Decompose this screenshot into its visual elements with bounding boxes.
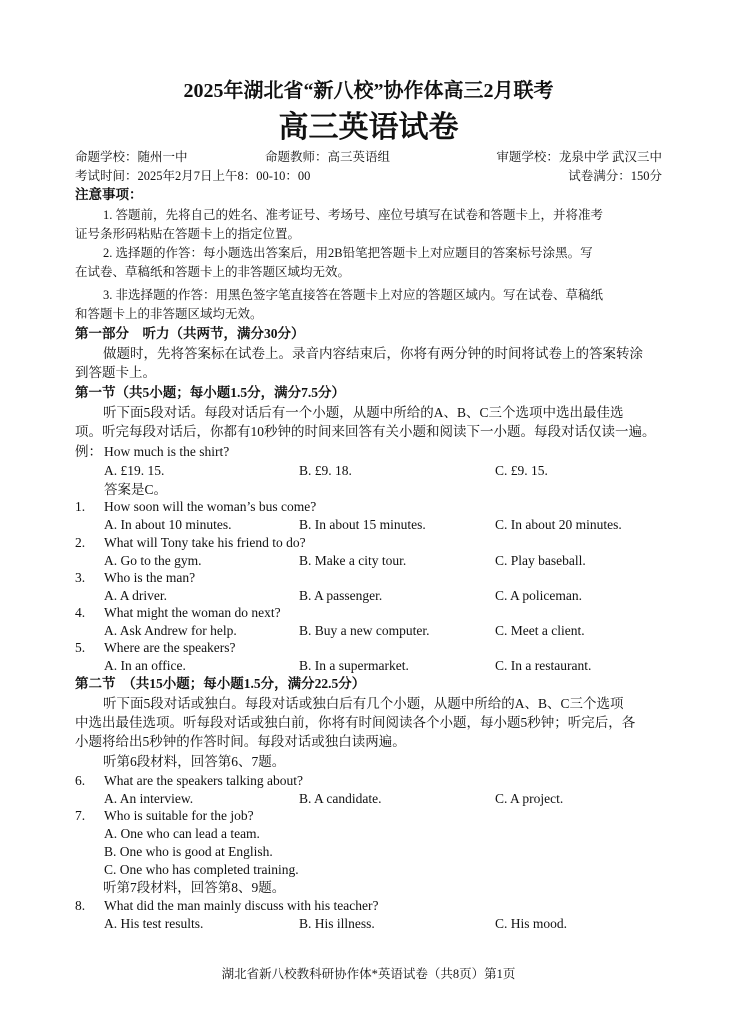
section2-intro-line3: 小题将给出5秒钟的作答时间。每段对话或独白读两遍。 <box>75 734 406 749</box>
note-3-line1: 3. 非选择题的作答：用黑色签字笔直接答在答题卡上对应的答题区域内。写在试卷、草稿纸 <box>103 288 604 302</box>
option-a: A. In about 10 minutes. <box>104 517 232 532</box>
option-a: A. A driver. <box>104 588 167 603</box>
option-c: C. A policeman. <box>495 588 582 603</box>
option-a: A. An interview. <box>104 791 194 806</box>
question-text: Who is the man? <box>104 570 196 585</box>
exam-title-line2: 高三英语试卷 <box>278 111 459 144</box>
option-b: B. A candidate. <box>299 791 382 806</box>
note-3-line2: 和答题卡上的非答题区域均无效。 <box>75 307 263 321</box>
note-2-line2: 在试卷、草稿纸和答题卡上的非答题区域均无效。 <box>75 265 351 279</box>
option-b: B. In about 15 minutes. <box>299 517 426 532</box>
question-number: 4. <box>75 605 86 620</box>
option-a: A. In an office. <box>104 658 186 673</box>
part1-heading: 第一部分 听力（共两节，满分30分） <box>75 326 305 341</box>
option-a: A. Ask Andrew for help. <box>104 623 237 638</box>
review-school: 审题学校：龙泉中学 武汉三中 <box>496 150 662 164</box>
section2-heading: 第二节 （共15小题；每小题1.5分，满分22.5分） <box>75 676 366 691</box>
option-b: B. Buy a new computer. <box>299 623 430 638</box>
material-7-label: 听第7段材料，回答第8、9题。 <box>103 880 286 895</box>
question-number: 3. <box>75 570 86 585</box>
option-a: A. Go to the gym. <box>104 553 202 568</box>
example-option-a: A. £19. 15. <box>104 463 165 478</box>
full-score: 试卷满分：150分 <box>568 169 662 183</box>
material-6-label: 听第6段材料，回答第6、7题。 <box>103 754 286 769</box>
option-c: C. In about 20 minutes. <box>495 517 622 532</box>
question-number: 1. <box>75 499 86 514</box>
section1-intro-line1: 听下面5段对话。每段对话后有一个小题，从题中所给的A、B、C三个选项中选出最佳选 <box>103 405 624 420</box>
setting-teacher: 命题教师：高三英语组 <box>265 150 391 164</box>
option-b: B. In a supermarket. <box>299 658 409 673</box>
option-a: A. One who can lead a team. <box>104 826 260 841</box>
question-number: 5. <box>75 640 86 655</box>
question-text: What might the woman do next? <box>104 605 281 620</box>
page-footer: 湖北省新八校教科研协作体*英语试卷（共8页）第1页 <box>221 967 516 981</box>
option-c: C. Play baseball. <box>495 553 586 568</box>
option-c: C. In a restaurant. <box>495 658 592 673</box>
notes-heading: 注意事项： <box>75 187 143 202</box>
note-2-line1: 2. 选择题的作答：每小题选出答案后，用2B铅笔把答题卡上对应题目的答案标号涂黑。写 <box>103 246 593 260</box>
option-c: C. His mood. <box>495 916 568 931</box>
option-b: B. His illness. <box>299 916 375 931</box>
exam-time: 考试时间：2025年2月7日上午8：00-10：00 <box>75 169 311 183</box>
example-option-b: B. £9. 18. <box>299 463 352 478</box>
note-1-line2: 证号条形码粘贴在答题卡上的指定位置。 <box>75 227 301 241</box>
question-number: 2. <box>75 535 86 550</box>
section2-intro-line1: 听下面5段对话或独白。每段对话或独白后有几个小题，从题中所给的A、B、C三个选项 <box>103 696 624 711</box>
section1-intro-line2: 项。听完每段对话后，你都有10秒钟的时间来回答有关小题和阅读下一小题。每段对话仅读一遍。 <box>75 424 656 439</box>
setting-school: 命题学校：随州一中 <box>75 150 188 164</box>
question-number: 7. <box>75 808 86 823</box>
exam-title-line1: 2025年湖北省“新八校”协作体高三2月联考 <box>183 80 554 102</box>
option-b: B. A passenger. <box>299 588 383 603</box>
example-option-c: C. £9. 15. <box>495 463 548 478</box>
question-text: What will Tony take his friend to do? <box>104 535 306 550</box>
part1-intro-line1: 做题时，先将答案标在试卷上。录音内容结束后，你将有两分钟的时间将试卷上的答案转涂 <box>103 346 643 361</box>
note-1-line1: 1. 答题前，先将自己的姓名、准考证号、考场号、座位号填写在试卷和答题卡上，并将准考 <box>103 208 604 222</box>
question-text: What are the speakers talking about? <box>104 773 304 788</box>
option-c: C. A project. <box>495 791 564 806</box>
option-b: B. One who is good at English. <box>104 844 273 859</box>
question-text: How soon will the woman’s bus come? <box>104 499 317 514</box>
example-question: How much is the shirt? <box>104 444 230 459</box>
question-text: Who is suitable for the job? <box>104 808 254 823</box>
part1-intro-line2: 到答题卡上。 <box>75 365 156 380</box>
question-text: Where are the speakers? <box>104 640 236 655</box>
option-c: C. Meet a client. <box>495 623 585 638</box>
option-b: B. Make a city tour. <box>299 553 407 568</box>
section2-intro-line2: 中选出最佳选项。听每段对话或独白前，你将有时间阅读各个小题，每小题5秒钟；听完后，各 <box>75 715 636 730</box>
option-a: A. His test results. <box>104 916 204 931</box>
question-text: What did the man mainly discuss with his teacher? <box>104 898 379 913</box>
section1-heading: 第一节（共5小题；每小题1.5分，满分7.5分） <box>75 385 345 400</box>
example-answer: 答案是C。 <box>104 482 168 497</box>
example-label: 例： <box>75 444 102 459</box>
option-c: C. One who has completed training. <box>104 862 299 877</box>
question-number: 8. <box>75 898 86 913</box>
question-number: 6. <box>75 773 86 788</box>
